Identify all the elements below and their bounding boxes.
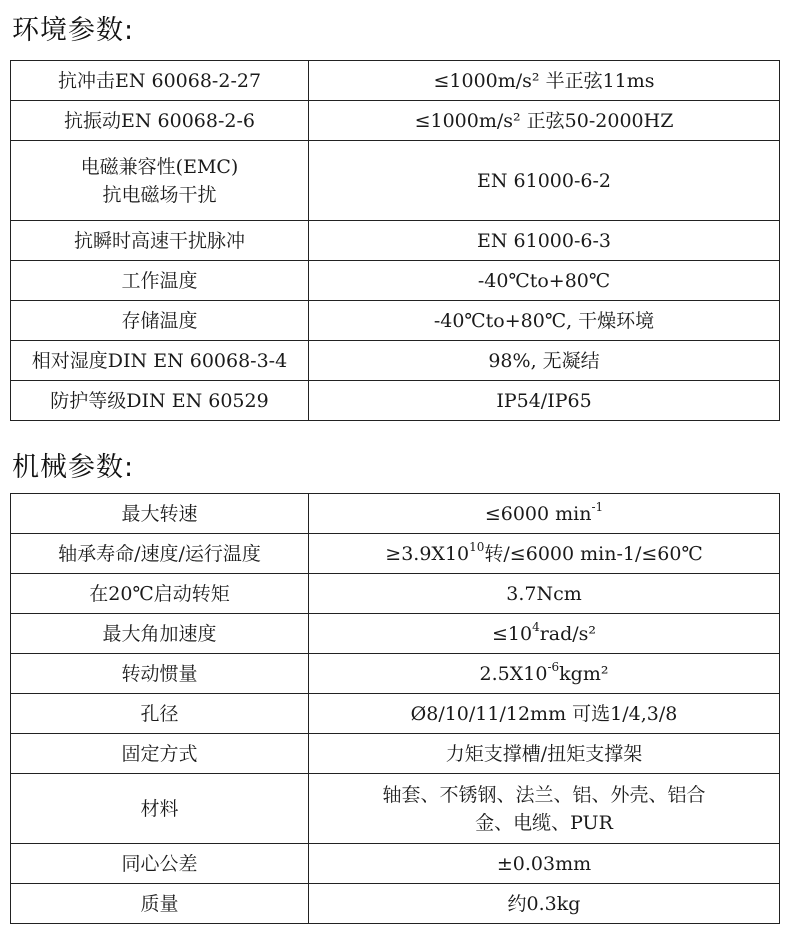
mechanical-params-table xyxy=(10,493,780,924)
superscript: -1 xyxy=(591,499,604,514)
param-value xyxy=(309,494,780,534)
param-value: IP54/IP65 xyxy=(309,381,780,421)
param-value: ≤1000m/s² 正弦50-2000HZ xyxy=(309,101,780,141)
param-value xyxy=(309,654,780,694)
table-row xyxy=(11,301,780,341)
value-text: kgm² xyxy=(559,662,609,685)
param-label: 最大角加速度 xyxy=(11,614,309,654)
table-row xyxy=(11,101,780,141)
superscript: 10 xyxy=(469,539,485,554)
environment-params-table xyxy=(10,60,780,421)
param-value xyxy=(309,614,780,654)
param-value: -40℃to+80℃, 干燥环境 xyxy=(309,301,780,341)
param-value: EN 61000-6-3 xyxy=(309,221,780,261)
param-label xyxy=(11,141,309,221)
param-label: 质量 xyxy=(11,884,309,924)
table-row xyxy=(11,141,780,221)
param-label: 抗振动EN 60068-2-6 xyxy=(11,101,309,141)
param-label: 抗瞬时高速干扰脉冲 xyxy=(11,221,309,261)
param-label-line: 抗电磁场干扰 xyxy=(102,183,217,206)
table-row xyxy=(11,734,780,774)
param-label: 相对湿度DIN EN 60068-3-4 xyxy=(11,341,309,381)
param-value xyxy=(309,774,780,844)
param-label-line: 电磁兼容性(EMC) xyxy=(80,155,239,178)
table-row xyxy=(11,61,780,101)
param-value xyxy=(309,534,780,574)
param-label: 防护等级DIN EN 60529 xyxy=(11,381,309,421)
table-row xyxy=(11,614,780,654)
param-label: 固定方式 xyxy=(11,734,309,774)
mechanical-section-title: 机械参数: xyxy=(12,452,135,483)
param-label: 存储温度 xyxy=(11,301,309,341)
param-value: ±0.03mm xyxy=(309,844,780,884)
param-value: 3.7Ncm xyxy=(309,574,780,614)
param-value: ≤1000m/s² 半正弦11ms xyxy=(309,61,780,101)
table-row xyxy=(11,884,780,924)
value-text: ≥3.9X10 xyxy=(385,542,470,565)
value-text: 2.5X10 xyxy=(479,662,548,685)
value-text: ≤10 xyxy=(491,622,533,645)
param-value: 力矩支撑槽/扭矩支撑架 xyxy=(309,734,780,774)
table-row xyxy=(11,574,780,614)
param-label: 材料 xyxy=(11,774,309,844)
table-row xyxy=(11,494,780,534)
value-text: rad/s² xyxy=(539,622,597,645)
table-row xyxy=(11,654,780,694)
param-label: 转动惯量 xyxy=(11,654,309,694)
param-value: Ø8/10/11/12mm 可选1/4,3/8 xyxy=(309,694,780,734)
value-line: 金、电缆、PUR xyxy=(475,811,613,834)
table-row xyxy=(11,341,780,381)
param-value: -40℃to+80℃ xyxy=(309,261,780,301)
param-value: 98%, 无凝结 xyxy=(309,341,780,381)
param-value: EN 61000-6-2 xyxy=(309,141,780,221)
table-row xyxy=(11,844,780,884)
param-label: 孔径 xyxy=(11,694,309,734)
param-label: 同心公差 xyxy=(11,844,309,884)
table-row xyxy=(11,534,780,574)
table-row xyxy=(11,221,780,261)
param-label: 工作温度 xyxy=(11,261,309,301)
param-label: 在20℃启动转矩 xyxy=(11,574,309,614)
param-value: 约0.3kg xyxy=(309,884,780,924)
value-line: 轴套、不锈钢、法兰、铝、外壳、铝合 xyxy=(382,783,706,806)
environment-section-title: 环境参数: xyxy=(12,15,135,46)
table-row xyxy=(11,774,780,844)
superscript: 4 xyxy=(532,619,540,634)
param-label: 最大转速 xyxy=(11,494,309,534)
table-row xyxy=(11,694,780,734)
param-label: 轴承寿命/速度/运行温度 xyxy=(11,534,309,574)
table-row xyxy=(11,261,780,301)
value-text: ≤6000 min xyxy=(484,502,592,525)
param-label: 抗冲击EN 60068-2-27 xyxy=(11,61,309,101)
superscript: -6 xyxy=(547,659,560,674)
value-text: 转/≤6000 min-1/≤60℃ xyxy=(484,542,703,565)
table-row xyxy=(11,381,780,421)
